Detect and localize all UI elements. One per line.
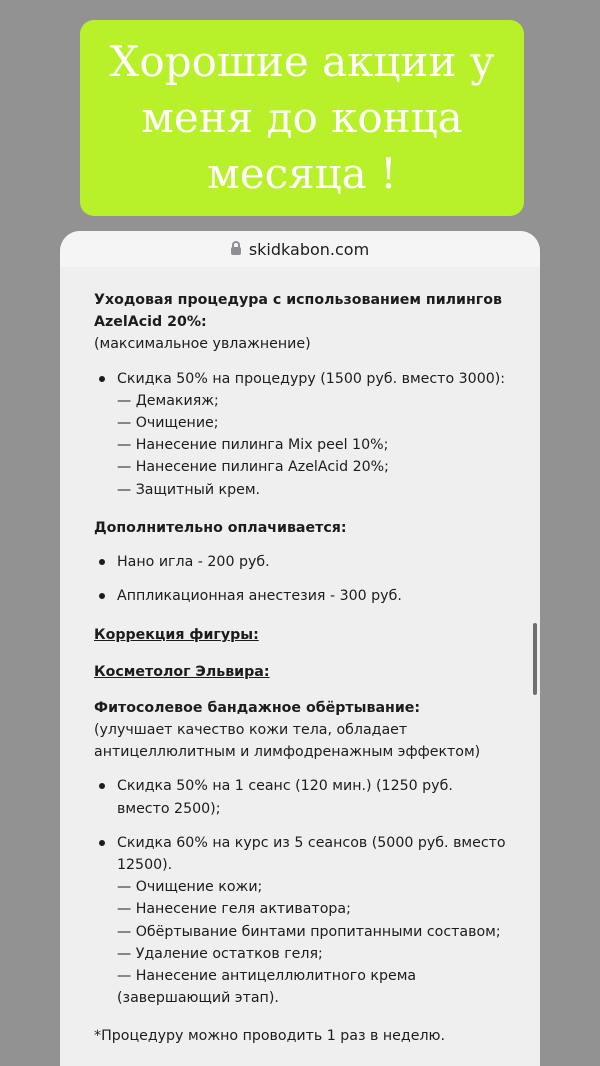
- headline-line: Хорошие акции у: [109, 37, 495, 86]
- step-item: — Удаление остатков геля;: [117, 945, 323, 962]
- step-item: — Нанесение пилинга AzelAcid 20%;: [117, 459, 389, 476]
- list-item: Скидка 50% на 1 сеанс (120 мин.) (1250 руб. вместо 2500);: [94, 775, 509, 819]
- step-item: — Защитный крем.: [117, 481, 261, 498]
- url-text: skidkabon.com: [248, 239, 370, 259]
- step-item: — Демакияж;: [117, 392, 219, 409]
- step-item: — Нанесение пилинга Mix peel 10%;: [117, 437, 389, 454]
- headline-sticker: [80, 20, 524, 216]
- offer-text: Скидка 60% на курс из 5 сеансов (5000 руб. вместо 12500).: [117, 834, 506, 874]
- section-title-correction: Коррекция фигуры:: [94, 627, 259, 644]
- headline-line: месяца !: [207, 149, 397, 198]
- list-item: [94, 832, 509, 1010]
- article-content: [94, 289, 509, 1048]
- scrollbar-thumb[interactable]: [533, 623, 537, 695]
- headline-text: [100, 34, 505, 202]
- list-item: Нано игла - 200 руб.: [94, 551, 509, 573]
- step-item: — Очищение кожи;: [117, 879, 263, 896]
- step-item: — Обёртывание бинтами пропитанными составом;: [117, 923, 501, 940]
- step-item: — Очищение;: [117, 415, 219, 432]
- section-title-cosmetologist: Косметолог Эльвира:: [94, 663, 270, 680]
- step-item: — Нанесение антицеллюлитного крема (завершающий этап).: [117, 968, 417, 1007]
- section-title-peeling: Уходовая процедура с использованием пилингов AzelAcid 20%:: [94, 292, 502, 331]
- peeling-offer-list: [94, 368, 509, 501]
- lock-icon: [231, 241, 241, 255]
- offer-text: Скидка 50% на процедуру (1500 руб. вместо 3000):: [117, 370, 506, 387]
- headline-line: меня до конца: [141, 93, 463, 142]
- section-title-wrap: Фитосолевое бандажное обёртывание:: [94, 699, 421, 716]
- step-item: — Нанесение геля активатора;: [117, 901, 351, 918]
- footnote: *Процедуру можно проводить 1 раз в неделю.: [94, 1028, 445, 1045]
- browser-screenshot-card: [60, 231, 540, 1066]
- wrap-offer-list: [94, 775, 509, 1009]
- section-note-peeling: (максимальное увлажнение): [94, 336, 311, 353]
- list-item: Аппликационная анестезия - 300 руб.: [94, 585, 509, 607]
- list-item: [94, 368, 509, 501]
- extra-list: [94, 551, 509, 607]
- section-note-wrap: (улучшает качество кожи тела, обладает антицеллюлитным и лимфодренажным эффектом): [94, 722, 481, 761]
- address-bar[interactable]: [60, 231, 540, 267]
- section-title-extra: Дополнительно оплачивается:: [94, 519, 347, 536]
